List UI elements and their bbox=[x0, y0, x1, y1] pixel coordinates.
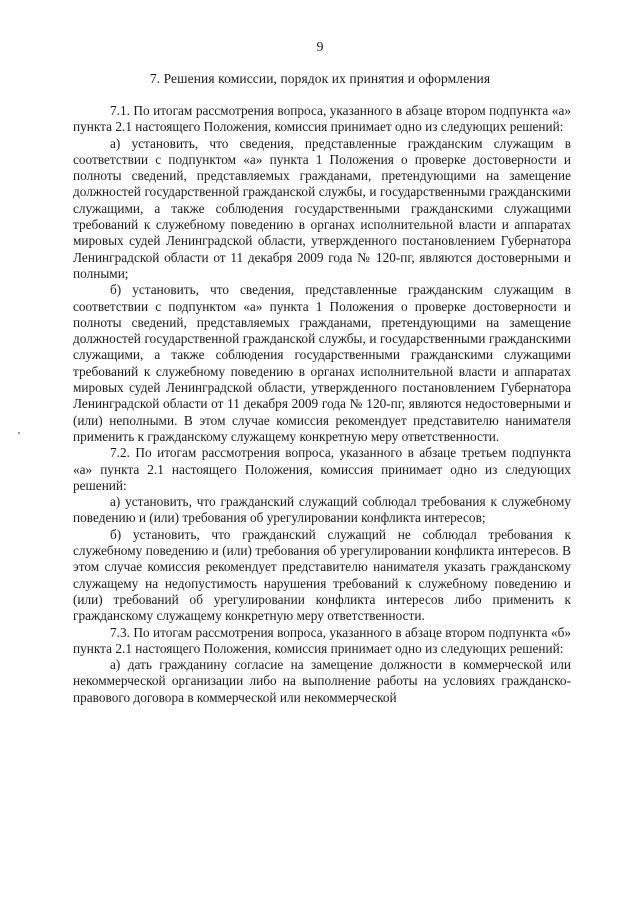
paragraph-7-1: 7.1. По итогам рассмотрения вопроса, указанного в абзаце втором подпункта «а» пункта 2.1 настоящего Положения, комиссия принимает одно из следующих решений: bbox=[73, 103, 571, 135]
paragraph-7-1-b: б) установить, что сведения, представленные гражданским служащим в соответствии с подпунктом «а» пункта 1 Положения о проверке достоверности и полноты сведений, представляемых гражданами, претендующими на замещение должностей государственной гражданской службы, и государственными гражданскими служащими, а также соблюдения государственными гражданскими служащими требований к служебному поведению в органах исполнительной власти и аппаратах мировых судей Ленинградской области, утвержденного постановлением Губернатора Ленинградской области от 11 декабря 2009 года № 120-пг, являются недостоверными и (или) неполными. В этом случае комиссия рекомендует представителю нанимателя применить к гражданскому служащему конкретную меру ответственности. bbox=[73, 282, 571, 444]
paragraph-7-2-b: б) установить, что гражданский служащий не соблюдал требования к служебному поведению и (или) требования об урегулировании конфликта интересов. В этом случае комиссия рекомендует представителю нанимателя указать гражданскому служащему на недопустимость нарушения требований к служебному поведению и (или) требований об урегулировании конфликта интересов либо применить к гражданскому служащему конкретную меру ответственности. bbox=[73, 526, 571, 624]
paragraph-7-1-a: а) установить, что сведения, представленные гражданским служащим в соответствии с подпунктом «а» пункта 1 Положения о проверке достоверности и полноты сведений, представляемых гражданами, претендующими на замещение должностей государственной гражданской службы, и государственными гражданскими служащими, а также соблюдения государственными гражданскими служащими требований к служебному поведению в органах исполнительной власти и аппаратах мировых судей Ленинградской области, утвержденного постановлением Губернатора Ленинградской области от 11 декабря 2009 года № 120-пг, являются достоверными и полными; bbox=[73, 135, 571, 281]
scan-artifact bbox=[18, 432, 20, 434]
paragraph-7-3: 7.3. По итогам рассмотрения вопроса, указанного в абзаце втором подпункта «б» пункта 2.1 настоящего Положения, комиссия принимает одно из следующих решений: bbox=[73, 624, 571, 656]
document-body bbox=[73, 103, 571, 706]
paragraph-7-3-a: а) дать гражданину согласие на замещение должности в коммерческой или некоммерческой организации либо на выполнение работы на условиях гражданско-правового договора в коммерческой или некоммерческой bbox=[73, 657, 571, 705]
paragraph-7-2-a: а) установить, что гражданский служащий соблюдал требования к служебному поведению и (или) требования об урегулировании конфликта интересов; bbox=[73, 494, 571, 526]
paragraph-7-2: 7.2. По итогам рассмотрения вопроса, указанного в абзаце третьем подпункта «а» пункта 2.1 настоящего Положения, комиссия принимает одно из следующих решений: bbox=[73, 445, 571, 493]
page-number: 9 bbox=[316, 40, 324, 55]
section-title: 7. Решения комиссии, порядок их принятия и оформления bbox=[149, 71, 491, 86]
